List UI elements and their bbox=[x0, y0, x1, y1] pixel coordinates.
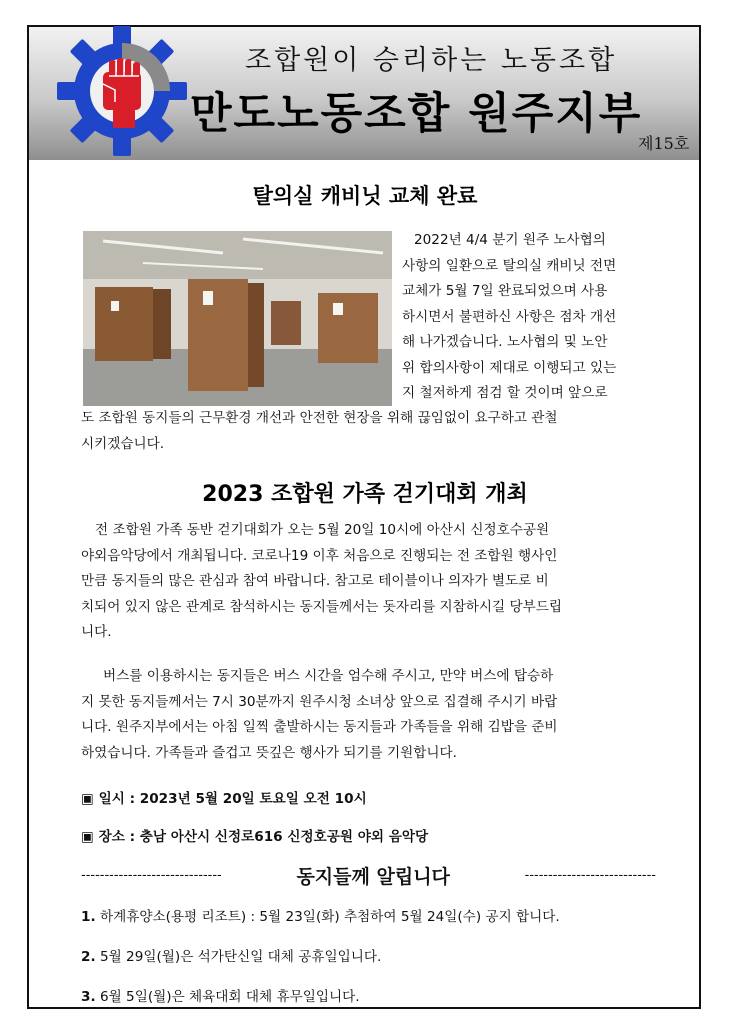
event-place: ▣ 장소 : 충남 아산시 신정로616 신정호공원 야외 음악당 bbox=[81, 829, 429, 845]
article1-body-wrap bbox=[402, 228, 661, 407]
text-line: 지 못한 동지들께서는 7시 30분까지 원주시청 소녀상 앞으로 집결해 주시기 바랍 bbox=[81, 693, 558, 710]
notice-text: 6월 5일(월)은 체육대회 대체 휴무일입니다. bbox=[95, 989, 360, 1005]
text-line: 니다. 원주지부에서는 아침 일찍 출발하시는 동지들과 가족들을 위해 김밥을 준비 bbox=[81, 719, 558, 735]
text-line: 지 철저하게 점검 할 것이며 앞으로 bbox=[402, 385, 608, 401]
article2-para2 bbox=[81, 664, 661, 766]
event-date: ▣ 일시 : 2023년 5월 20일 토요일 오전 10시 bbox=[81, 791, 367, 807]
notice-item bbox=[81, 945, 381, 965]
text-line: 교체가 5월 7일 완료되었으며 사용 bbox=[402, 283, 608, 299]
text-line: 하였습니다. 가족들과 즐겁고 뜻깊은 행사가 되기를 기원합니다. bbox=[81, 744, 457, 761]
article2-title: 2023 조합원 가족 걷기대회 개최 bbox=[202, 482, 528, 507]
locker-room-photo bbox=[83, 231, 392, 406]
notice-text: 5월 29일(월)은 석가탄신일 대체 공휴일입니다. bbox=[95, 949, 382, 965]
text-line: 치되어 있지 않은 관계로 참석하시는 동지들께서는 돗자리를 지참하시길 당부드립 bbox=[81, 598, 563, 615]
article1-body-full bbox=[81, 406, 661, 457]
notice-number: 3. bbox=[81, 989, 96, 1005]
union-title: 만도노동조합 원주지부 bbox=[190, 89, 643, 139]
slogan: 조합원이 승리하는 노동조합 bbox=[245, 45, 618, 76]
notice-number: 1. bbox=[81, 909, 96, 925]
article2-para1 bbox=[81, 518, 661, 646]
text-line: 니다. bbox=[81, 624, 112, 640]
text-line: 전 조합원 가족 동반 걷기대회가 오는 5월 20일 10시에 아산시 신정호수공원 bbox=[95, 522, 550, 538]
divider-left: ------------------------------ bbox=[81, 868, 222, 883]
text-line: 만큼 동지들의 많은 관심과 참여 바랍니다. 참고로 테이블이나 의자가 별도로 비 bbox=[81, 573, 549, 589]
text-line: 시키겠습니다. bbox=[81, 435, 165, 452]
article1-title: 탈의실 캐비닛 교체 완료 bbox=[252, 184, 478, 208]
text-line: 위 합의사항이 제대로 이행되고 있는 bbox=[402, 359, 617, 376]
notice-number: 2. bbox=[81, 949, 96, 965]
text-line: 야외음악당에서 개최됩니다. 코로나19 이후 처음으로 진행되는 전 조합원 행사인 bbox=[81, 547, 558, 564]
text-line: 2022년 4/4 분기 원주 노사협의 bbox=[414, 232, 606, 248]
notices-title: 동지들께 알립니다 bbox=[296, 866, 450, 888]
notices-heading bbox=[81, 862, 656, 889]
text-line: 하시면서 불편하신 사항은 점차 개선 bbox=[402, 308, 617, 325]
union-logo-gear-icon bbox=[57, 26, 187, 156]
text-line: 도 조합원 동지들의 근무환경 개선과 안전한 현장을 위해 끊임없이 요구하고 관철 bbox=[81, 410, 558, 426]
issue-number: 제15호 bbox=[638, 134, 690, 153]
divider-right: ---------------------------- bbox=[524, 868, 656, 883]
text-line: 해 나가겠습니다. 노사협의 및 노안 bbox=[402, 334, 608, 350]
text-line: 버스를 이용하시는 동지들은 버스 시간을 엄수해 주시고, 만약 버스에 탑승하 bbox=[103, 668, 554, 684]
notice-item bbox=[81, 905, 560, 925]
notice-item bbox=[81, 985, 360, 1005]
text-line: 사항의 일환으로 탈의실 캐비닛 전면 bbox=[402, 257, 617, 274]
notice-text: 하계휴양소(용평 리조트) : 5월 23일(화) 추첨하여 5월 24일(수) 공지 합니다. bbox=[95, 909, 560, 925]
